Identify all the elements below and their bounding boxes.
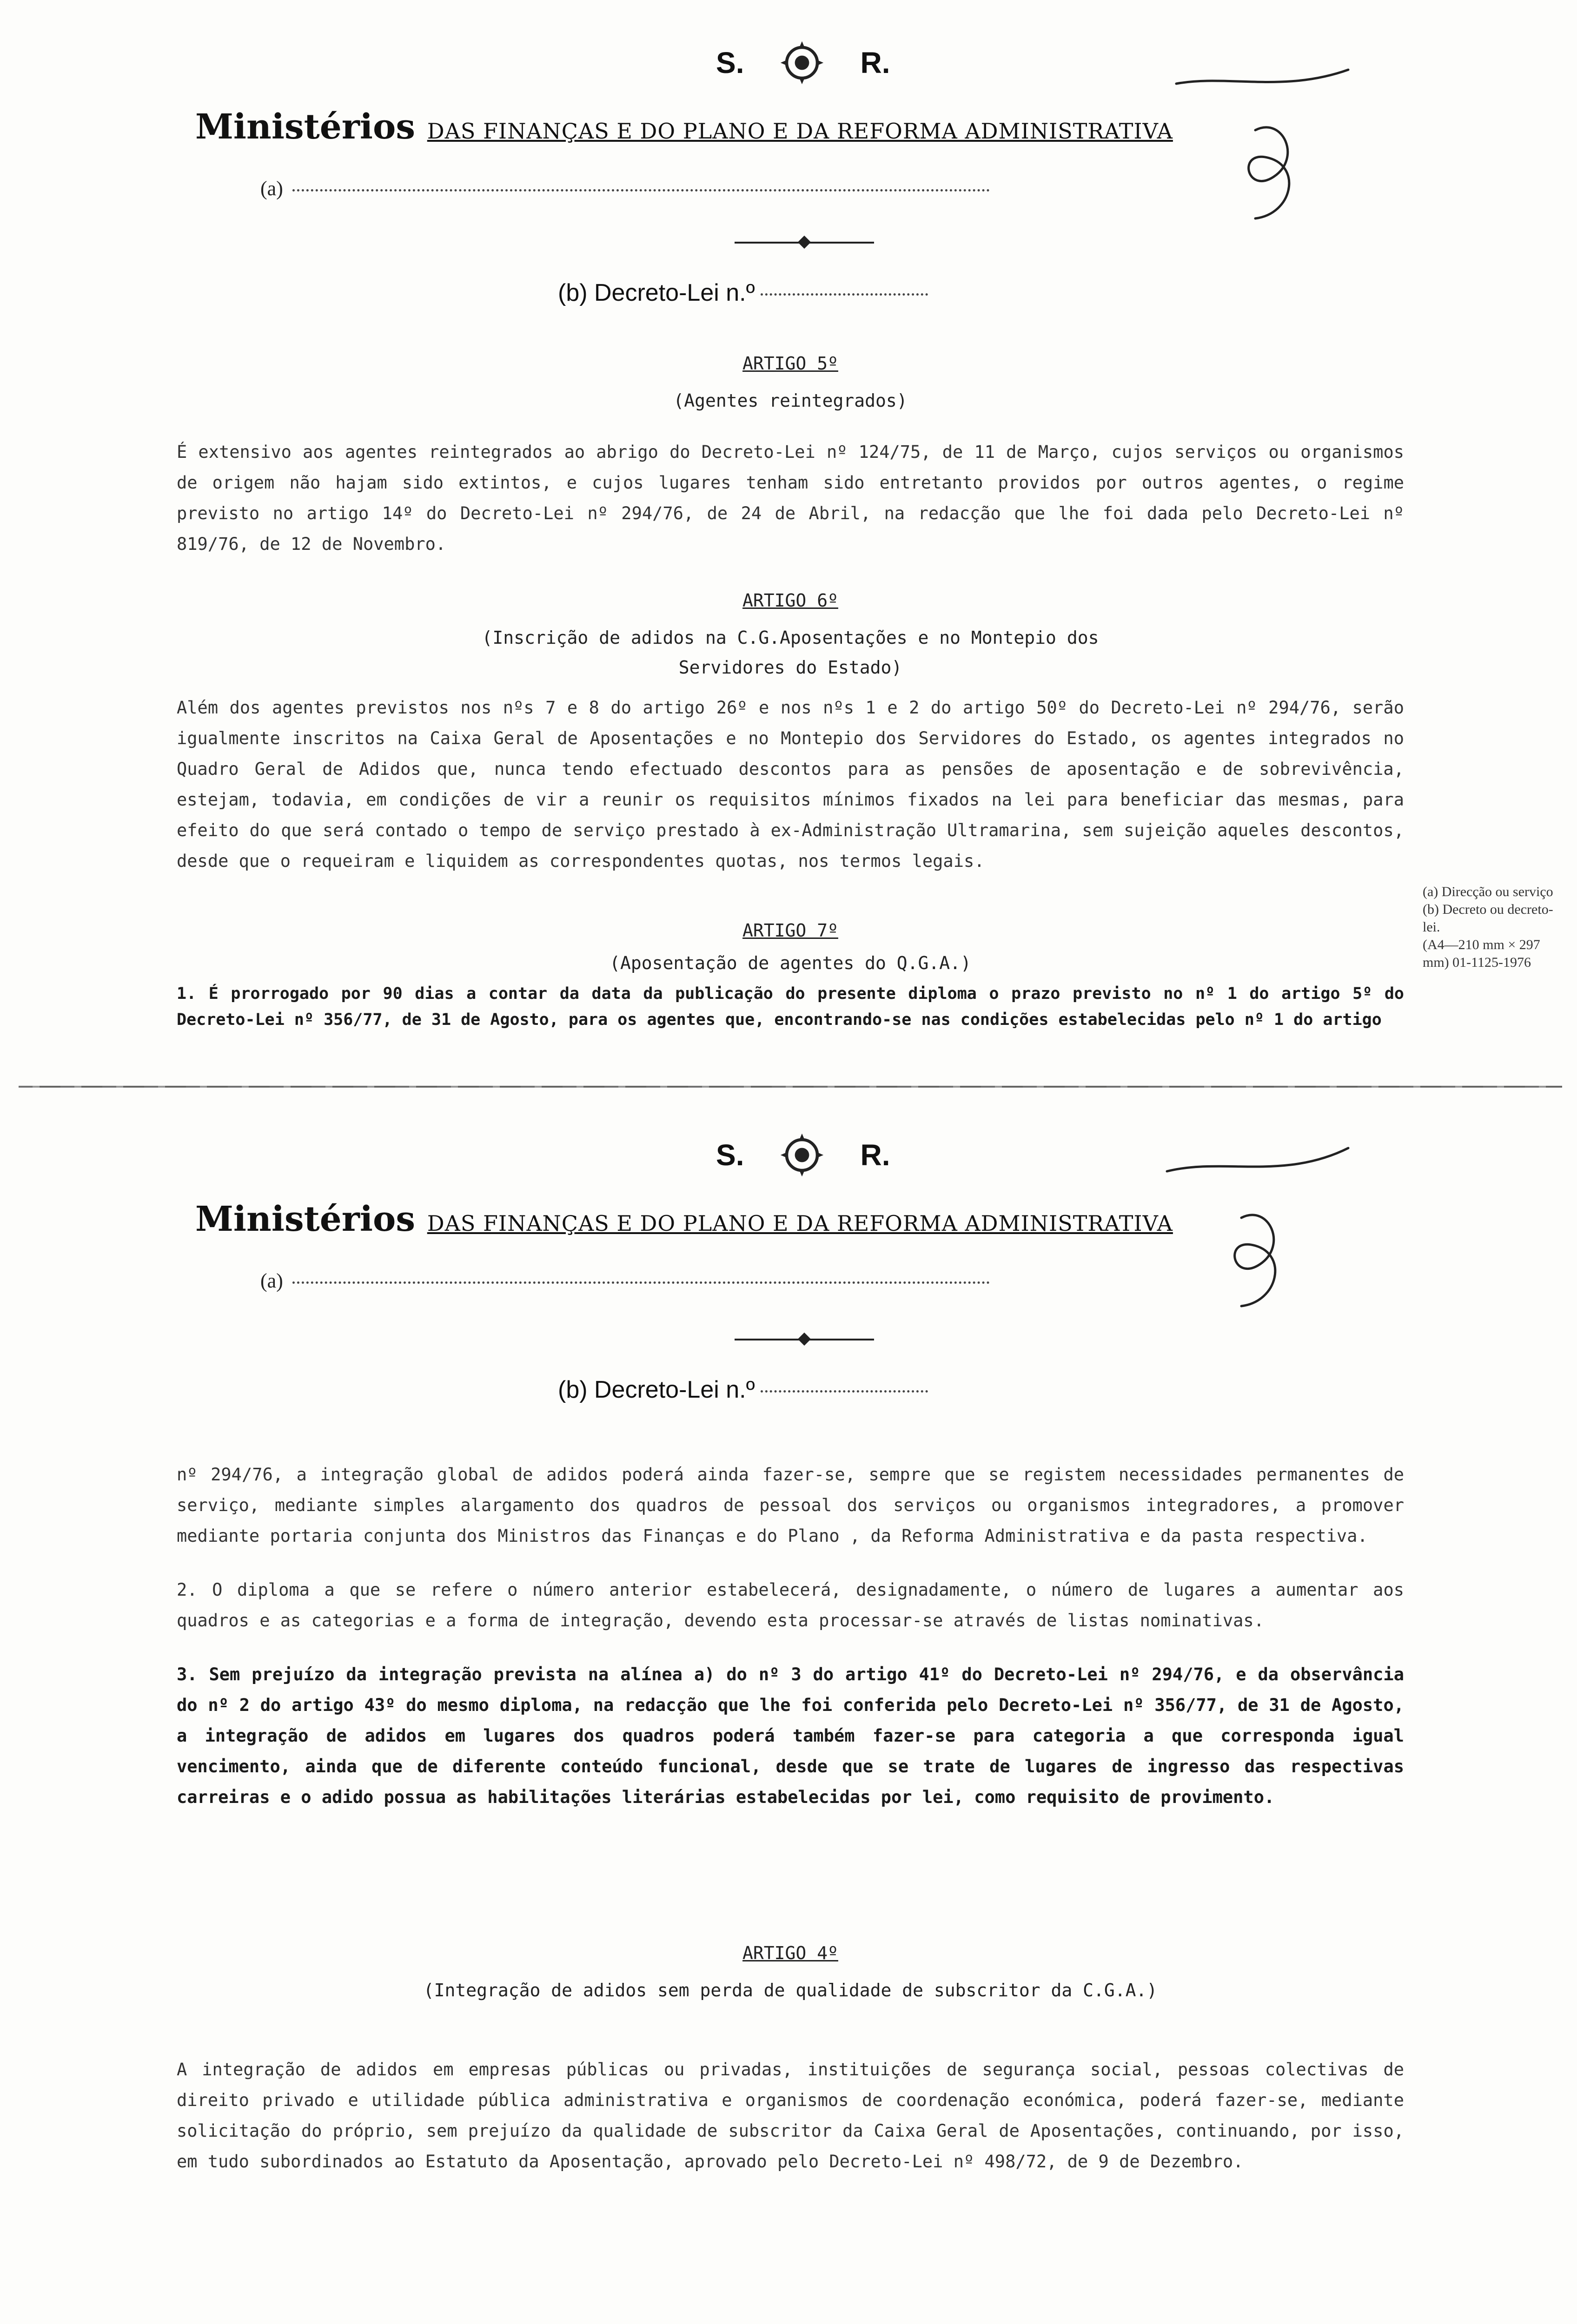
footnote-a: (a) Direcção ou serviço	[1423, 884, 1553, 899]
article-7-body	[177, 981, 1404, 1056]
article-7-title: ARTIGO 7º	[742, 920, 838, 941]
footnote-c: (A4—210 mm × 297 mm) 01-1125-1976	[1423, 937, 1540, 970]
ministry-title	[195, 107, 1173, 147]
left-page-body	[177, 1459, 1404, 1836]
paragraph-3: 3. Sem prejuízo da integração prevista na alínea a) do nº 3 do artigo 41º do Decreto-Lei nº 294/76, e da observância do nº 2 do artigo 43º do mesmo diploma, na redacção que lhe foi conferida pelo Decreto-Lei nº 356/77, de 31 de Agosto, a integração de adidos em lugares dos quadros poderá também fazer-se para categoria a que corresponda igual vencimento, ainda que de diferente conteúdo funcional, desde que se trate de lugares de ingresso das respectivas carreiras e o adido possua as habilitações literárias estabelecidas por lei, como requisito de provimento.	[177, 1664, 1404, 1807]
coat-of-arms-icon	[776, 1129, 828, 1181]
sr-right-letter: R.	[860, 46, 890, 79]
page-header	[716, 1129, 890, 1181]
field-a-label: (a)	[260, 177, 283, 200]
article-5-title: ARTIGO 5º	[742, 353, 838, 374]
article-5-subtitle: (Agentes reintegrados)	[673, 390, 908, 411]
ministry-suffix: DAS FINANÇAS E DO PLANO E DA REFORMA ADMINISTRATIVA	[427, 119, 1173, 144]
article-6-subtitle: (Inscrição de adidos na C.G.Aposentações e no Montepio dos Servidores do Estado)	[482, 627, 1099, 678]
ornament-divider	[735, 1339, 874, 1340]
decreto-label: (b) Decreto-Lei n.º	[558, 279, 755, 306]
decreto-label: (b) Decreto-Lei n.º	[558, 1376, 755, 1403]
article-5-body	[177, 437, 1404, 583]
sr-right-letter: R.	[860, 1138, 890, 1172]
paragraph-1: nº 294/76, a integração global de adidos poderá ainda fazer-se, sempre que se registem necessidades permanentes de serviço, mediante simples alargamento dos quadros de pessoal dos serviços ou organismos integradores, a promover mediante portaria conjunta dos Ministros das Finanças e do Plano , da Reforma Administrativa e da pasta respectiva.	[177, 1465, 1404, 1546]
footnotes-right	[1423, 883, 1562, 971]
signature-mark	[1162, 56, 1358, 232]
article-7-subtitle: (Aposentação de agentes do Q.G.A.)	[610, 953, 971, 973]
ministry-title	[195, 1199, 1173, 1239]
document-page-right	[0, 0, 1577, 1088]
article-7-text: 1. É prorrogado por 90 dias a contar da data da publicação do presente diploma o prazo previsto no nº 1 do artigo 5º do Decreto-Lei nº 356/77, de 31 de Agosto, para os agentes que, encontrando-se nas condições estabelecidas pelo nº 1 do artigo	[177, 984, 1404, 1029]
decreto-number-field	[558, 1376, 928, 1404]
article-6-text: Além dos agentes previstos nos nºs 7 e 8 do artigo 26º e nos nºs 1 e 2 do artigo 50º do Decreto-Lei nº 294/76, serão igualmente inscritos na Caixa Geral de Aposentações e no Montepio dos Servidores do Estado, os agentes integrados no Quadro Geral de Adidos que, nunca tendo efectuado descontos para as pensões de aposentação e de sobrevivência, estejam, todavia, em condições de vir a reunir os requisitos mínimos fixados na lei para beneficiar das mesmas, para efeito do que será contado o tempo de serviço prestado à ex-Administração Ultramarina, sem sujeição aqueles descontos, desde que o requeiram e liquidem as correspondentes quotas, nos termos legais.	[177, 698, 1404, 871]
article-4-body	[177, 2054, 1404, 2200]
article-4-title: ARTIGO 4º	[742, 1943, 838, 1963]
signature-mark	[1153, 1139, 1358, 1315]
document-page-left	[0, 1088, 1577, 2324]
footnote-b: (b) Decreto ou decreto-lei.	[1423, 902, 1553, 935]
coat-of-arms-icon	[776, 37, 828, 88]
field-a	[260, 177, 990, 200]
paragraph-2: 2. O diploma a que se refere o número anterior estabelecerá, designadamente, o número de lugares a aumentar aos quadros e as categorias e a forma de integração, devendo esta processar-se através de listas nominativas.	[177, 1580, 1404, 1631]
article-5-text: É extensivo aos agentes reintegrados ao abrigo do Decreto-Lei nº 124/75, de 11 de Março, cujos serviços ou organismos de origem não hajam sido extintos, e cujos lugares tenham sido entretanto providos por outros agentes, o regime previsto no artigo 14º do Decreto-Lei nº 294/76, de 24 de Abril, na redacção que lhe foi dada pelo Decreto-Lei nº 819/76, de 12 de Novembro.	[177, 442, 1404, 554]
article-4-subtitle: (Integração de adidos sem perda de qualidade de subscritor da C.G.A.)	[423, 1980, 1158, 2000]
article-6-title: ARTIGO 6º	[742, 590, 838, 611]
page-header	[716, 37, 890, 88]
article-6-body	[177, 693, 1404, 900]
ministry-suffix: DAS FINANÇAS E DO PLANO E DA REFORMA ADMINISTRATIVA	[427, 1211, 1173, 1236]
sr-left-letter: S.	[716, 46, 744, 79]
field-a-label: (a)	[260, 1269, 283, 1292]
field-a	[260, 1269, 990, 1293]
sr-left-letter: S.	[716, 1138, 744, 1172]
ministry-word: Ministérios	[195, 107, 415, 147]
ornament-divider	[735, 242, 874, 244]
decreto-number-field	[558, 279, 928, 307]
ministry-word: Ministérios	[195, 1199, 415, 1239]
article-4-text: A integração de adidos em empresas públicas ou privadas, instituições de segurança social, pessoas colectivas de direito privado e utilidade pública administrativa e organismos de coordenação económica, poderá fazer-se, mediante solicitação do próprio, sem prejuízo da qualidade de subscritor da Caixa Geral de Aposentações, continuando, por isso, em tudo subordinados ao Estatuto da Aposentação, aprovado pelo Decreto-Lei nº 498/72, de 9 de Dezembro.	[177, 2060, 1404, 2172]
